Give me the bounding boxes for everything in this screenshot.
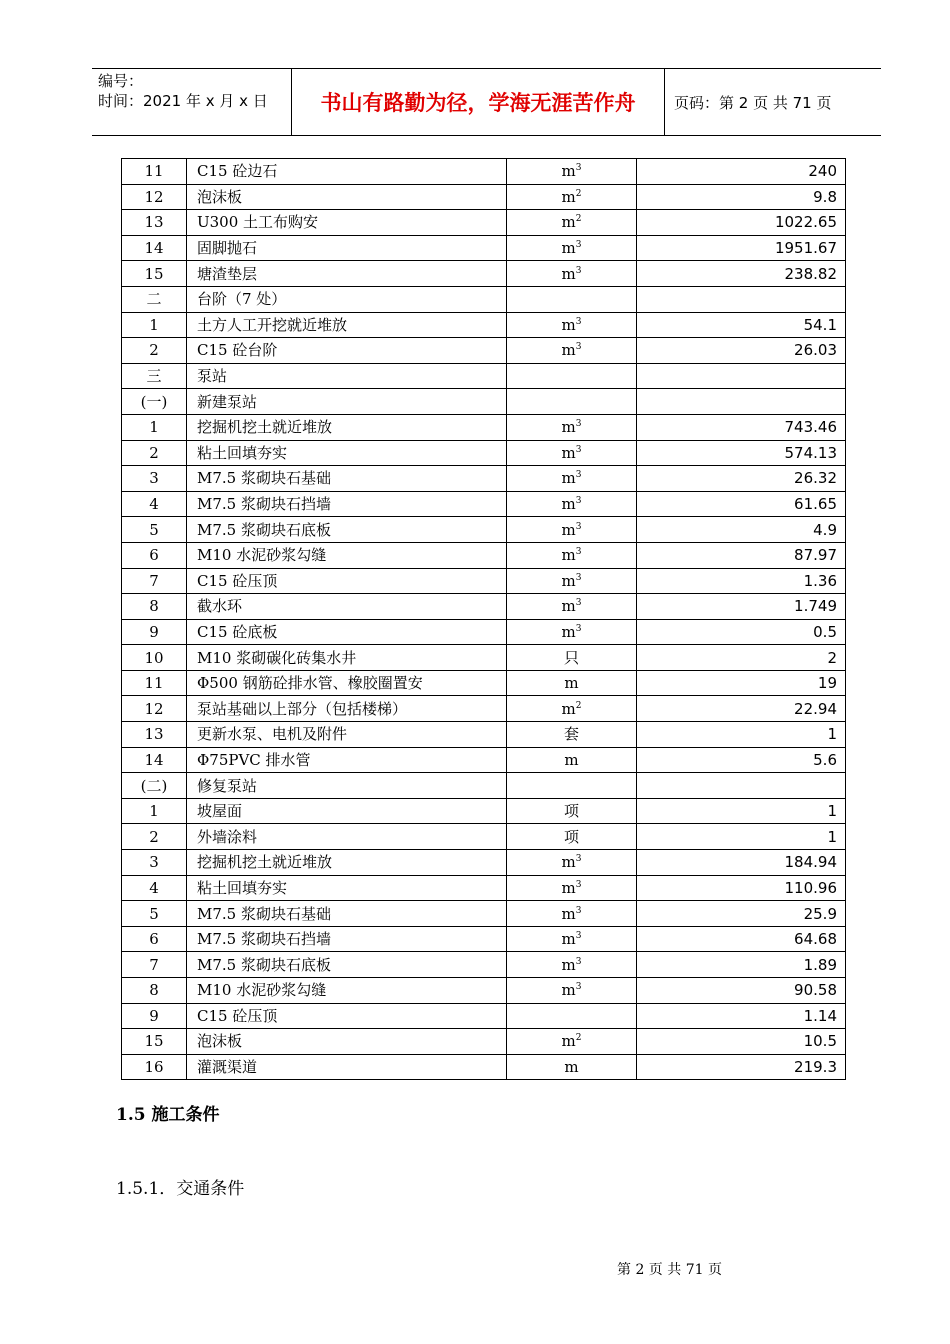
item-name: Φ500 钢筋砼排水管、橡胶圈置安 [187, 670, 507, 696]
item-unit [507, 440, 637, 466]
unit-exponent: 3 [575, 342, 582, 353]
item-quantity: 26.32 [637, 466, 846, 492]
item-number: 3 [122, 850, 187, 876]
unit-symbol: 项 [563, 827, 579, 846]
unit-symbol: m [561, 622, 576, 641]
item-unit [507, 389, 637, 415]
item-name: Φ75PVC 排水管 [187, 747, 507, 773]
item-number: 9 [122, 619, 187, 645]
unit-exponent: 3 [575, 521, 582, 532]
item-unit [507, 926, 637, 952]
item-number: 14 [122, 747, 187, 773]
item-unit [507, 722, 637, 748]
item-quantity [637, 389, 846, 415]
item-unit [507, 363, 637, 389]
item-unit [507, 696, 637, 722]
item-number: (二) [122, 773, 187, 799]
item-quantity: 4.9 [637, 517, 846, 543]
unit-exponent: 3 [575, 419, 582, 430]
unit-symbol: m [561, 213, 576, 232]
table-row [122, 594, 846, 620]
item-name: 坡屋面 [187, 798, 507, 824]
unit-symbol: m [561, 699, 576, 718]
item-name: M10 浆砌碳化砖集水井 [187, 645, 507, 671]
table-row [122, 926, 846, 952]
item-quantity: 5.6 [637, 747, 846, 773]
header-meta [92, 69, 292, 135]
table-row [122, 722, 846, 748]
item-number: 7 [122, 568, 187, 594]
item-number: 11 [122, 159, 187, 185]
item-name: 修复泵站 [187, 773, 507, 799]
unit-symbol: m [561, 315, 576, 334]
item-number: 12 [122, 184, 187, 210]
item-quantity: 54.1 [637, 312, 846, 338]
table-row [122, 952, 846, 978]
item-unit [507, 159, 637, 185]
unit-symbol: m [561, 981, 576, 1000]
item-name: M7.5 浆砌块石挡墙 [187, 491, 507, 517]
item-unit [507, 261, 637, 287]
item-quantity: 19 [637, 670, 846, 696]
item-unit [507, 824, 637, 850]
item-name: 挖掘机挖土就近堆放 [187, 414, 507, 440]
unit-exponent: 2 [575, 700, 582, 711]
item-quantity [637, 286, 846, 312]
item-number: 4 [122, 875, 187, 901]
item-quantity: 1.89 [637, 952, 846, 978]
unit-symbol: m [564, 750, 579, 769]
unit-symbol: m [561, 495, 576, 514]
item-quantity: 574.13 [637, 440, 846, 466]
unit-symbol: m [561, 341, 576, 360]
item-number: (一) [122, 389, 187, 415]
item-unit [507, 850, 637, 876]
item-unit [507, 491, 637, 517]
table-row [122, 978, 846, 1004]
unit-exponent: 3 [575, 316, 582, 327]
item-quantity: 1022.65 [637, 210, 846, 236]
table-row [122, 1054, 846, 1080]
item-number: 15 [122, 261, 187, 287]
item-quantity: 1 [637, 824, 846, 850]
item-number: 2 [122, 824, 187, 850]
item-number: 7 [122, 952, 187, 978]
header-page-number: 页码：第 2 页 共 71 页 [674, 93, 832, 112]
table-row [122, 568, 846, 594]
item-quantity: 22.94 [637, 696, 846, 722]
item-number: 3 [122, 466, 187, 492]
unit-symbol: 只 [563, 648, 579, 667]
item-unit [507, 901, 637, 927]
item-name: 新建泵站 [187, 389, 507, 415]
section-heading-1-5-1: 1.5.1．交通条件 [116, 1179, 245, 1199]
item-quantity: 743.46 [637, 414, 846, 440]
table-row [122, 389, 846, 415]
item-name: M7.5 浆砌块石底板 [187, 517, 507, 543]
item-number: 13 [122, 722, 187, 748]
item-name: C15 砼台阶 [187, 338, 507, 364]
table-row [122, 312, 846, 338]
quantity-table [121, 158, 846, 1080]
item-quantity [637, 773, 846, 799]
unit-symbol: m [564, 674, 579, 693]
item-unit [507, 619, 637, 645]
item-unit [507, 1054, 637, 1080]
item-unit [507, 670, 637, 696]
unit-symbol: m [561, 187, 576, 206]
item-name: M10 水泥砂浆勾缝 [187, 978, 507, 1004]
item-name: C15 砼压顶 [187, 568, 507, 594]
unit-exponent: 3 [575, 265, 582, 276]
table-row [122, 440, 846, 466]
table-row [122, 542, 846, 568]
item-quantity: 87.97 [637, 542, 846, 568]
item-name: C15 砼底板 [187, 619, 507, 645]
item-number: 4 [122, 491, 187, 517]
item-name: 台阶（7 处） [187, 286, 507, 312]
unit-exponent: 2 [575, 188, 582, 199]
unit-exponent: 2 [575, 214, 582, 225]
item-quantity: 9.8 [637, 184, 846, 210]
item-unit [507, 875, 637, 901]
table-row [122, 1003, 846, 1029]
unit-exponent: 3 [575, 240, 582, 251]
item-name: 固脚抛石 [187, 235, 507, 261]
item-name: 粘土回填夯实 [187, 440, 507, 466]
item-number: 11 [122, 670, 187, 696]
unit-exponent: 3 [575, 905, 582, 916]
serial-label: 编号： [98, 72, 144, 90]
item-quantity: 90.58 [637, 978, 846, 1004]
unit-exponent: 3 [575, 931, 582, 942]
unit-symbol: m [561, 571, 576, 590]
item-number: 14 [122, 235, 187, 261]
table-row [122, 1029, 846, 1055]
unit-exponent: 3 [575, 470, 582, 481]
table-row [122, 414, 846, 440]
item-unit [507, 286, 637, 312]
item-number: 1 [122, 798, 187, 824]
unit-symbol: m [561, 597, 576, 616]
unit-symbol: m [561, 546, 576, 565]
unit-symbol: m [561, 1032, 576, 1051]
header-motto: 书山有路勤为径，学海无涯苦作舟 [292, 69, 665, 135]
item-unit [507, 312, 637, 338]
item-quantity: 240 [637, 159, 846, 185]
item-name: 泵站 [187, 363, 507, 389]
table-row [122, 517, 846, 543]
unit-exponent: 3 [575, 623, 582, 634]
item-unit [507, 1003, 637, 1029]
item-number: 16 [122, 1054, 187, 1080]
item-quantity: 25.9 [637, 901, 846, 927]
item-quantity: 61.65 [637, 491, 846, 517]
unit-symbol: m [561, 520, 576, 539]
item-name: M7.5 浆砌块石基础 [187, 466, 507, 492]
item-number: 三 [122, 363, 187, 389]
unit-exponent: 2 [575, 1033, 582, 1044]
page-footer: 第 2 页 共 71 页 [617, 1262, 722, 1278]
item-unit [507, 466, 637, 492]
item-quantity: 1 [637, 798, 846, 824]
unit-symbol: m [561, 853, 576, 872]
table-row [122, 338, 846, 364]
item-name: M7.5 浆砌块石挡墙 [187, 926, 507, 952]
table-row [122, 235, 846, 261]
item-number: 6 [122, 542, 187, 568]
item-name: 泵站基础以上部分（包括楼梯） [187, 696, 507, 722]
item-name: M10 水泥砂浆勾缝 [187, 542, 507, 568]
item-unit [507, 568, 637, 594]
item-number: 二 [122, 286, 187, 312]
item-name: C15 砼边石 [187, 159, 507, 185]
item-name: M7.5 浆砌块石底板 [187, 952, 507, 978]
item-number: 13 [122, 210, 187, 236]
unit-exponent: 3 [575, 598, 582, 609]
unit-symbol: m [561, 239, 576, 258]
table-row [122, 363, 846, 389]
table-row [122, 773, 846, 799]
page-header [92, 68, 881, 136]
item-quantity: 110.96 [637, 875, 846, 901]
item-unit [507, 210, 637, 236]
unit-exponent: 3 [575, 496, 582, 507]
item-number: 12 [122, 696, 187, 722]
item-quantity: 1 [637, 722, 846, 748]
table-row [122, 875, 846, 901]
item-unit [507, 338, 637, 364]
item-number: 8 [122, 978, 187, 1004]
item-unit [507, 1029, 637, 1055]
table-row [122, 184, 846, 210]
unit-exponent: 3 [575, 879, 582, 890]
unit-symbol: m [561, 878, 576, 897]
item-name: 截水环 [187, 594, 507, 620]
table-row [122, 286, 846, 312]
item-number: 2 [122, 440, 187, 466]
item-quantity: 219.3 [637, 1054, 846, 1080]
table-row [122, 261, 846, 287]
unit-symbol: m [561, 418, 576, 437]
unit-exponent: 3 [575, 163, 582, 174]
unit-symbol: m [561, 443, 576, 462]
item-number: 5 [122, 517, 187, 543]
item-number: 10 [122, 645, 187, 671]
item-quantity: 1951.67 [637, 235, 846, 261]
unit-exponent: 3 [575, 956, 582, 967]
unit-symbol: m [561, 264, 576, 283]
item-name: 挖掘机挖土就近堆放 [187, 850, 507, 876]
table-row [122, 466, 846, 492]
item-unit [507, 978, 637, 1004]
time-label: 时间：2021 年 x 月 x 日 [98, 92, 268, 110]
item-unit [507, 235, 637, 261]
table-row [122, 798, 846, 824]
item-name: 更新水泵、电机及附件 [187, 722, 507, 748]
item-quantity: 10.5 [637, 1029, 846, 1055]
unit-symbol: m [561, 162, 576, 181]
item-number: 2 [122, 338, 187, 364]
item-name: 灌溉渠道 [187, 1054, 507, 1080]
item-unit [507, 773, 637, 799]
item-name: 塘渣垫层 [187, 261, 507, 287]
item-unit [507, 414, 637, 440]
item-name: U300 土工布购安 [187, 210, 507, 236]
item-unit [507, 747, 637, 773]
table-row [122, 645, 846, 671]
table-row [122, 210, 846, 236]
table-row [122, 824, 846, 850]
item-quantity: 64.68 [637, 926, 846, 952]
item-quantity: 1.749 [637, 594, 846, 620]
item-number: 1 [122, 414, 187, 440]
unit-symbol: m [561, 904, 576, 923]
quantity-table-body [122, 159, 846, 1080]
item-name: 泡沫板 [187, 1029, 507, 1055]
unit-exponent: 3 [575, 572, 582, 583]
item-quantity: 1.14 [637, 1003, 846, 1029]
item-unit [507, 952, 637, 978]
table-row [122, 747, 846, 773]
unit-exponent: 3 [575, 982, 582, 993]
item-number: 8 [122, 594, 187, 620]
section-heading-1-5: 1.5 施工条件 [116, 1105, 220, 1125]
table-row [122, 850, 846, 876]
item-quantity: 26.03 [637, 338, 846, 364]
unit-exponent: 3 [575, 547, 582, 558]
item-unit [507, 645, 637, 671]
item-unit [507, 517, 637, 543]
item-unit [507, 594, 637, 620]
unit-symbol: 项 [563, 802, 579, 821]
table-row [122, 696, 846, 722]
item-quantity: 238.82 [637, 261, 846, 287]
item-number: 5 [122, 901, 187, 927]
unit-symbol: m [564, 1058, 579, 1077]
item-unit [507, 542, 637, 568]
item-number: 1 [122, 312, 187, 338]
unit-exponent: 3 [575, 854, 582, 865]
table-row [122, 491, 846, 517]
item-quantity: 2 [637, 645, 846, 671]
table-row [122, 159, 846, 185]
item-number: 9 [122, 1003, 187, 1029]
item-name: 粘土回填夯实 [187, 875, 507, 901]
unit-symbol: m [561, 955, 576, 974]
item-name: 泡沫板 [187, 184, 507, 210]
item-unit [507, 184, 637, 210]
item-number: 15 [122, 1029, 187, 1055]
unit-symbol: 套 [563, 725, 579, 744]
item-quantity: 184.94 [637, 850, 846, 876]
item-unit [507, 798, 637, 824]
item-quantity [637, 363, 846, 389]
table-row [122, 670, 846, 696]
unit-exponent: 3 [575, 444, 582, 455]
item-name: 外墙涂料 [187, 824, 507, 850]
table-row [122, 901, 846, 927]
item-name: M7.5 浆砌块石基础 [187, 901, 507, 927]
item-name: C15 砼压顶 [187, 1003, 507, 1029]
unit-symbol: m [561, 469, 576, 488]
item-name: 土方人工开挖就近堆放 [187, 312, 507, 338]
item-quantity: 0.5 [637, 619, 846, 645]
item-quantity: 1.36 [637, 568, 846, 594]
unit-symbol: m [561, 930, 576, 949]
item-number: 6 [122, 926, 187, 952]
table-row [122, 619, 846, 645]
